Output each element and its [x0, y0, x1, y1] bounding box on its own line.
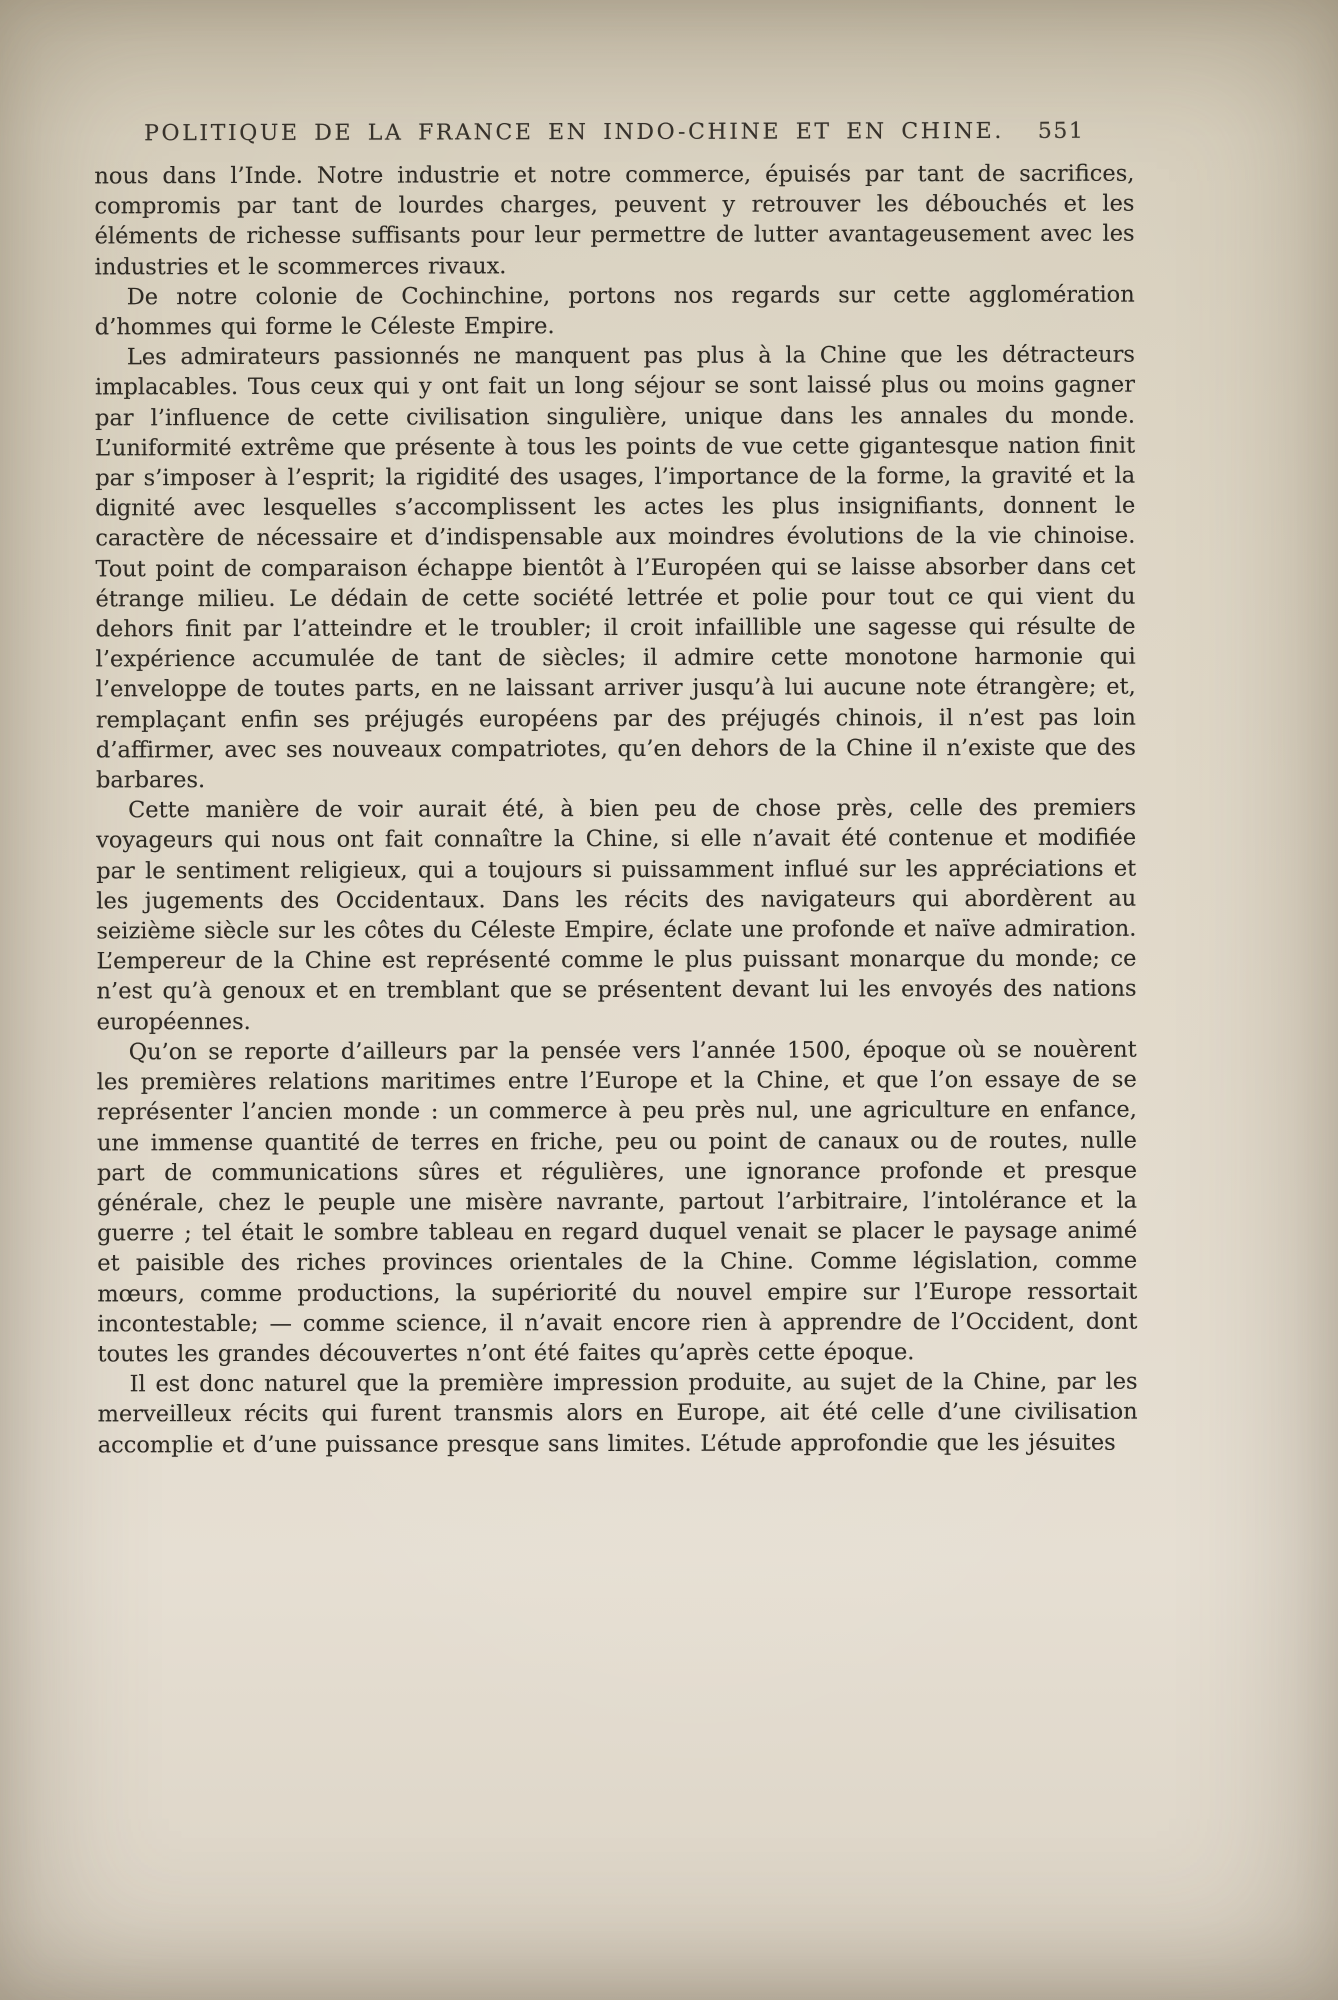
page-number: 551 — [1037, 118, 1085, 144]
paragraph: De notre colonie de Cochinchine, portons nos regards sur cette agglomération d’hommes qui forme le Céleste Empire. — [94, 281, 1135, 341]
page-header — [94, 119, 1134, 147]
paragraph: Qu’on se reporte d’ailleurs par la pensée vers l’année 1500, époque où se nouèrent les premières relations maritimes entre l’Europe et la Chine, et que l’on essaye de se représenter l’ancien monde : un commerce à peu près nul, une agriculture en enfance, une immense quantité de terres en friche, peu ou point de canaux ou de routes, nulle part de communications sûres et régulières, une ignorance profonde et presque générale, chez le peuple une misère navrante, partout l’arbitraire, l’intolérance et la guerre ; tel était le sombre tableau en regard duquel venait se placer le paysage animé et paisible des riches provinces orientales de la Chine. Comme législation, comme mœurs, comme productions, la supériorité du nouvel empire sur l’Europe ressortait incontestable; — comme science, il n’avait encore rien à apprendre de l’Occident, dont toutes les grandes découvertes n’ont été faites qu’après cette époque. — [96, 1036, 1138, 1368]
paragraph: Les admirateurs passionnés ne manquent pas plus à la Chine que les détracteurs implacables. Tous ceux qui y ont fait un long séjour se sont laissé plus ou moins gagner par l’influence de cette civilisation singulière, unique dans les annales du monde. L’uniformité extrême que présente à tous les points de vue cette gigantesque nation finit par s’imposer à l’esprit; la rigidité des usages, l’importance de la forme, la gravité et la dignité avec lesquelles s’accomplissent les actes les plus insignifiants, donnent le caractère de nécessaire et d’indispensable aux moindres évolutions de la vie chinoise. Tout point de comparaison échappe bientôt à l’Européen qui se laisse absorber dans cet étrange milieu. Le dédain de cette société lettrée et polie pour tout ce qui vient du dehors finit par l’atteindre et le troubler; il croit infaillible une sagesse qui résulte de l’expérience accumulée de tant de siècles; il admire cette monotone harmonie qui l’enveloppe de toutes parts, en ne laissant arriver jusqu’à lui aucune note étrangère; et, remplaçant enfin ses préjugés européens par des préjugés chinois, il n’est pas loin d’affirmer, avec ses nouveaux compatriotes, qu’en dehors de la Chine il n’existe que des barbares. — [94, 341, 1136, 794]
paragraph: Cette manière de voir aurait été, à bien peu de chose près, celle des premiers voyageurs qui nous ont fait connaître la Chine, si elle n’avait été contenue et modifiée par le sentiment religieux, qui a toujours si puissamment influé sur les appréciations et les jugements des Occidentaux. Dans les récits des navigateurs qui abordèrent au seizième siècle sur les côtes du Céleste Empire, éclate une profonde et naïve admiration. L’empereur de la Chine est représenté comme le plus puissant monarque du monde; ce n’est qu’à genoux et en tremblant que se présentent devant lui les envoyés des nations européennes. — [96, 794, 1137, 1036]
paragraph: Il est donc naturel que la première impression produite, au sujet de la Chine, par les merveilleux récits qui furent transmis alors en Europe, ait été celle d’une civilisation accomplie et d’une puissance presque sans limites. L’étude approfondie que les jésuites — [97, 1368, 1138, 1458]
scanned-page — [94, 119, 1138, 1460]
page-title: POLITIQUE DE LA FRANCE EN INDO-CHINE ET EN CHINE. — [144, 118, 1004, 147]
page-body-text — [94, 159, 1137, 1460]
paragraph: nous dans l’Inde. Notre industrie et notre commerce, épuisés par tant de sacrifices, compromis par tant de lourdes charges, peuvent y retrouver les débouchés et les éléments de richesse suffisants pour leur permettre de lutter avantageusement avec les industries et le scommerces rivaux. — [94, 160, 1135, 280]
